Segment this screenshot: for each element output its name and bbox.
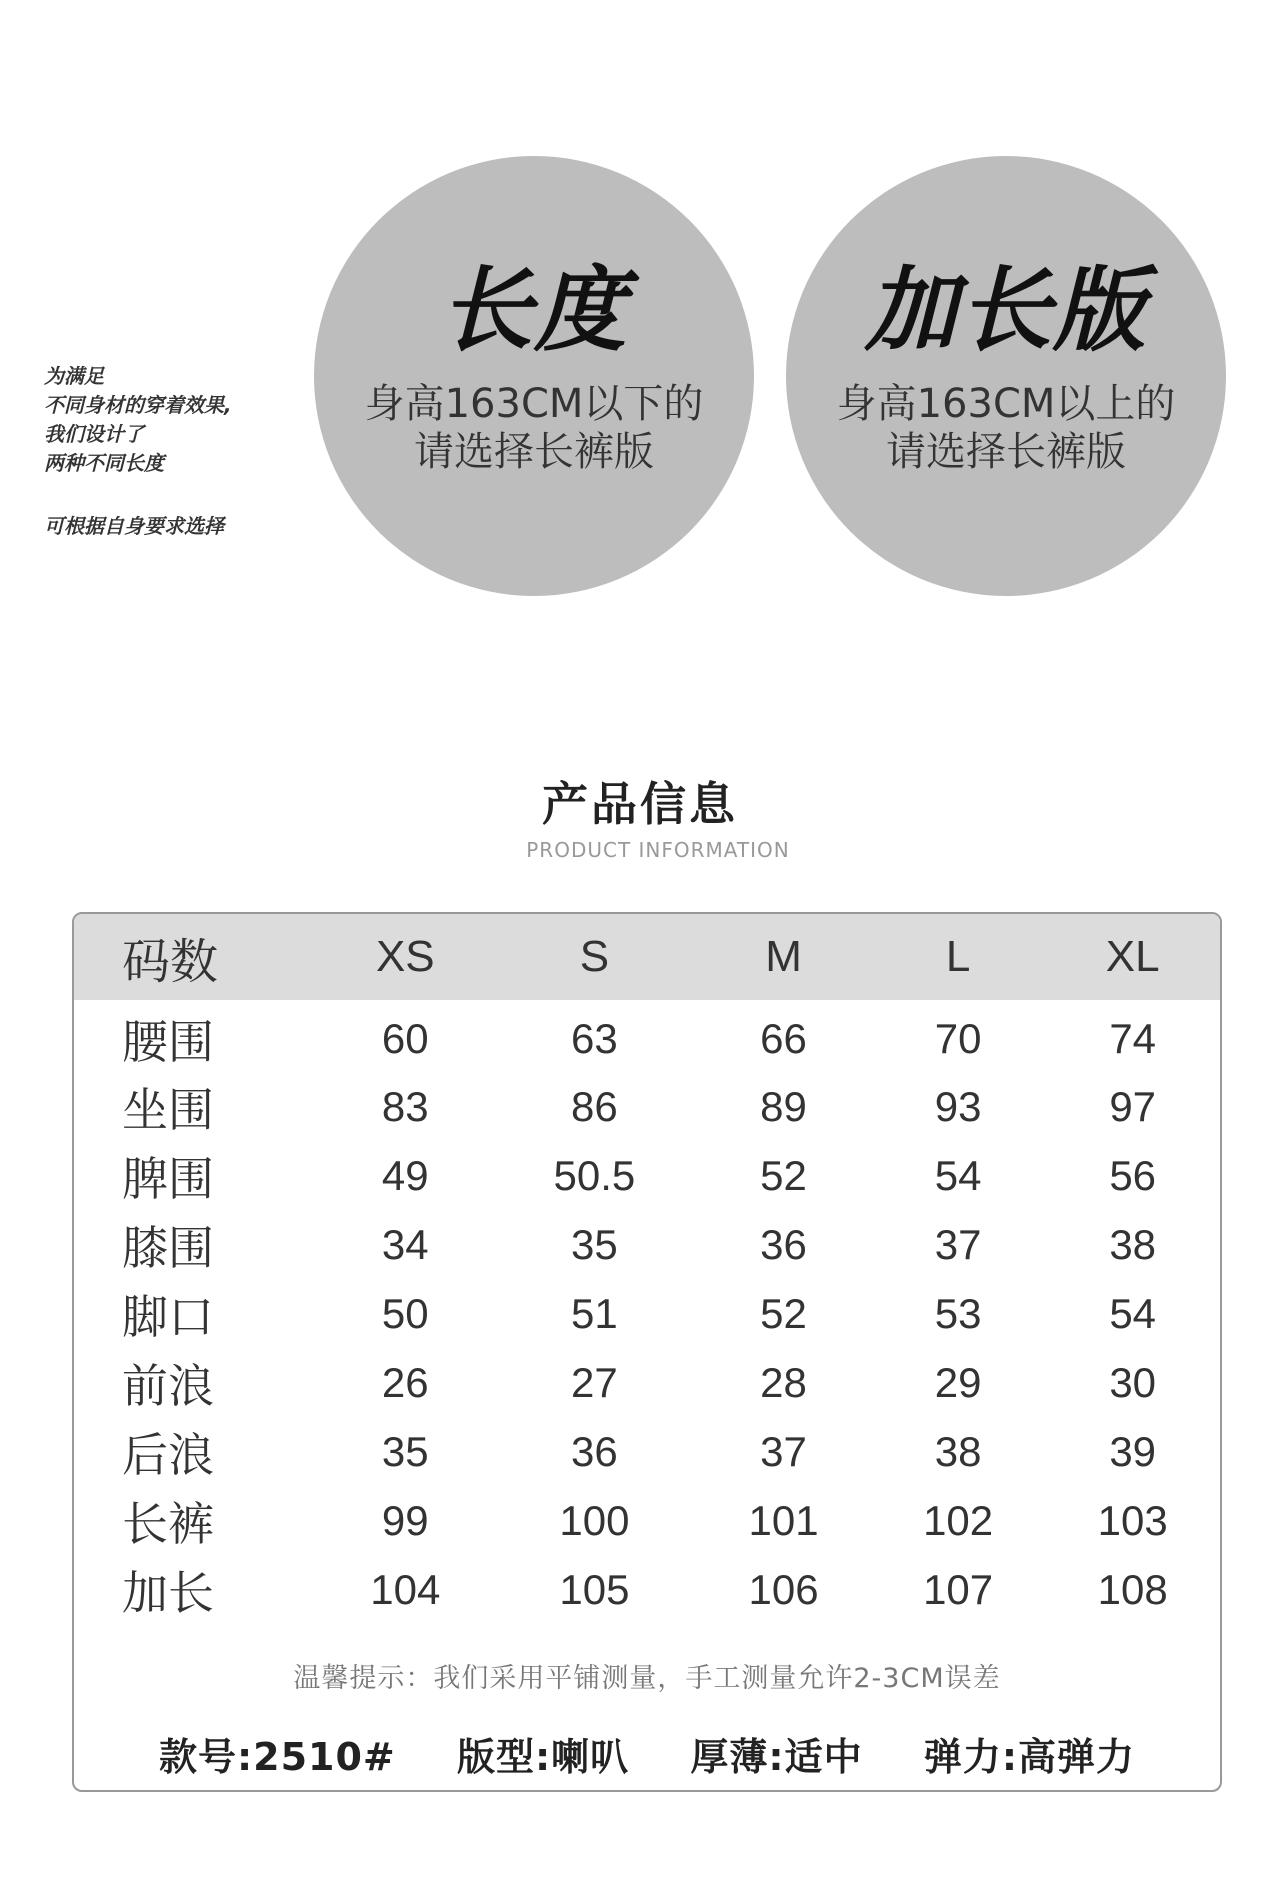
row-label: 加长 [122, 1565, 214, 1620]
measurement-tip: 温馨提示：我们采用平铺测量，手工测量允许2-3CM误差 [293, 1663, 1001, 1694]
section-subtitle: PRODUCT INFORMATION [526, 838, 790, 862]
table-cell: 99 [381, 1496, 429, 1544]
table-cell: 83 [381, 1082, 429, 1130]
size-header: L [945, 932, 971, 981]
length-option-long [786, 156, 1226, 596]
table-cell: 66 [760, 1015, 807, 1062]
table-cell: 53 [934, 1289, 982, 1337]
table-cell: 37 [760, 1427, 807, 1475]
table-cell: 28 [760, 1358, 807, 1406]
table-cell: 106 [748, 1565, 819, 1613]
table-cell: 52 [760, 1289, 807, 1337]
table-row [74, 1210, 1220, 1279]
note-line: 我们设计了 [44, 422, 144, 446]
table-cell: 54 [1109, 1289, 1157, 1337]
option-title: 长度 [439, 257, 628, 364]
option-title: 加长版 [864, 257, 1147, 364]
table-cell: 103 [1097, 1496, 1168, 1544]
spec-style-number: 款号:2510# [158, 1735, 396, 1779]
table-cell: 60 [381, 1015, 429, 1062]
table-cell: 89 [760, 1082, 807, 1130]
table-row [74, 1348, 1220, 1417]
row-label: 后浪 [122, 1427, 214, 1482]
table-row [74, 1417, 1220, 1486]
option-description [786, 380, 1226, 476]
section-title: 产品信息 [542, 777, 738, 831]
note-line: 为满足 [44, 364, 104, 388]
table-cell: 49 [381, 1151, 429, 1199]
table-cell: 39 [1109, 1427, 1157, 1475]
note-closing: 可根据自身要求选择 [44, 514, 224, 538]
spec-thickness: 厚薄:适中 [690, 1735, 863, 1779]
header-label: 码数 [122, 933, 219, 990]
table-row [74, 1141, 1220, 1210]
size-header: XL [1105, 932, 1160, 981]
table-row [74, 1279, 1220, 1348]
table-cell: 27 [571, 1358, 618, 1406]
table-row [74, 1555, 1220, 1624]
row-label: 腰围 [122, 1015, 214, 1069]
table-cell: 70 [934, 1015, 982, 1062]
table-cell: 34 [381, 1220, 429, 1268]
table-cell: 29 [934, 1358, 982, 1406]
table-cell: 50.5 [553, 1151, 636, 1199]
table-cell: 101 [748, 1496, 819, 1544]
table-cell: 51 [571, 1289, 618, 1337]
table-row [74, 1072, 1220, 1141]
table-cell: 108 [1097, 1565, 1168, 1613]
table-cell: 102 [923, 1496, 994, 1544]
size-note [44, 362, 304, 541]
option-desc-line: 身高163CM以上的 [836, 381, 1176, 427]
product-specs [74, 1726, 1220, 1781]
table-cell: 107 [923, 1565, 994, 1613]
note-line: 不同身材的穿着效果, [44, 393, 232, 417]
length-option-regular [314, 156, 754, 596]
table-cell: 38 [934, 1427, 982, 1475]
table-cell: 52 [760, 1151, 807, 1199]
size-chart [72, 912, 1222, 1792]
option-desc-line: 身高163CM以下的 [364, 381, 704, 427]
table-cell: 74 [1109, 1015, 1157, 1062]
table-cell: 36 [571, 1427, 618, 1475]
table-cell: 50 [381, 1289, 429, 1337]
table-row [74, 1000, 1220, 1072]
table-cell: 93 [934, 1082, 982, 1130]
table-cell: 38 [1109, 1220, 1157, 1268]
table-cell: 30 [1109, 1358, 1157, 1406]
note-line: 两种不同长度 [44, 451, 164, 475]
table-cell: 37 [934, 1220, 982, 1268]
row-label: 坐围 [122, 1082, 214, 1137]
table-cell: 97 [1109, 1082, 1157, 1130]
size-header: S [579, 932, 610, 981]
row-label: 长裤 [122, 1496, 214, 1551]
size-table [74, 914, 1220, 1624]
table-row [74, 1486, 1220, 1555]
row-label: 脾围 [122, 1151, 214, 1206]
table-cell: 36 [760, 1220, 807, 1268]
table-cell: 35 [381, 1427, 429, 1475]
spec-fit: 版型:喇叭 [456, 1735, 630, 1779]
table-cell: 26 [381, 1358, 429, 1406]
table-cell: 104 [370, 1565, 441, 1613]
table-cell: 105 [559, 1565, 630, 1613]
table-cell: 86 [571, 1082, 618, 1130]
option-description [314, 380, 754, 476]
table-cell: 63 [571, 1015, 618, 1062]
spec-stretch: 弹力:高弹力 [923, 1735, 1136, 1779]
row-label: 脚口 [122, 1289, 214, 1344]
table-cell: 56 [1109, 1151, 1157, 1199]
size-header: XS [375, 932, 435, 981]
table-cell: 35 [571, 1220, 618, 1268]
table-cell: 100 [559, 1496, 630, 1544]
table-cell: 54 [934, 1151, 982, 1199]
row-label: 膝围 [122, 1220, 214, 1275]
option-desc-line: 请选择长裤版 [886, 429, 1126, 475]
table-header-row [74, 914, 1220, 1000]
option-desc-line: 请选择长裤版 [414, 429, 654, 475]
size-header: M [765, 932, 802, 981]
row-label: 前浪 [122, 1358, 214, 1413]
